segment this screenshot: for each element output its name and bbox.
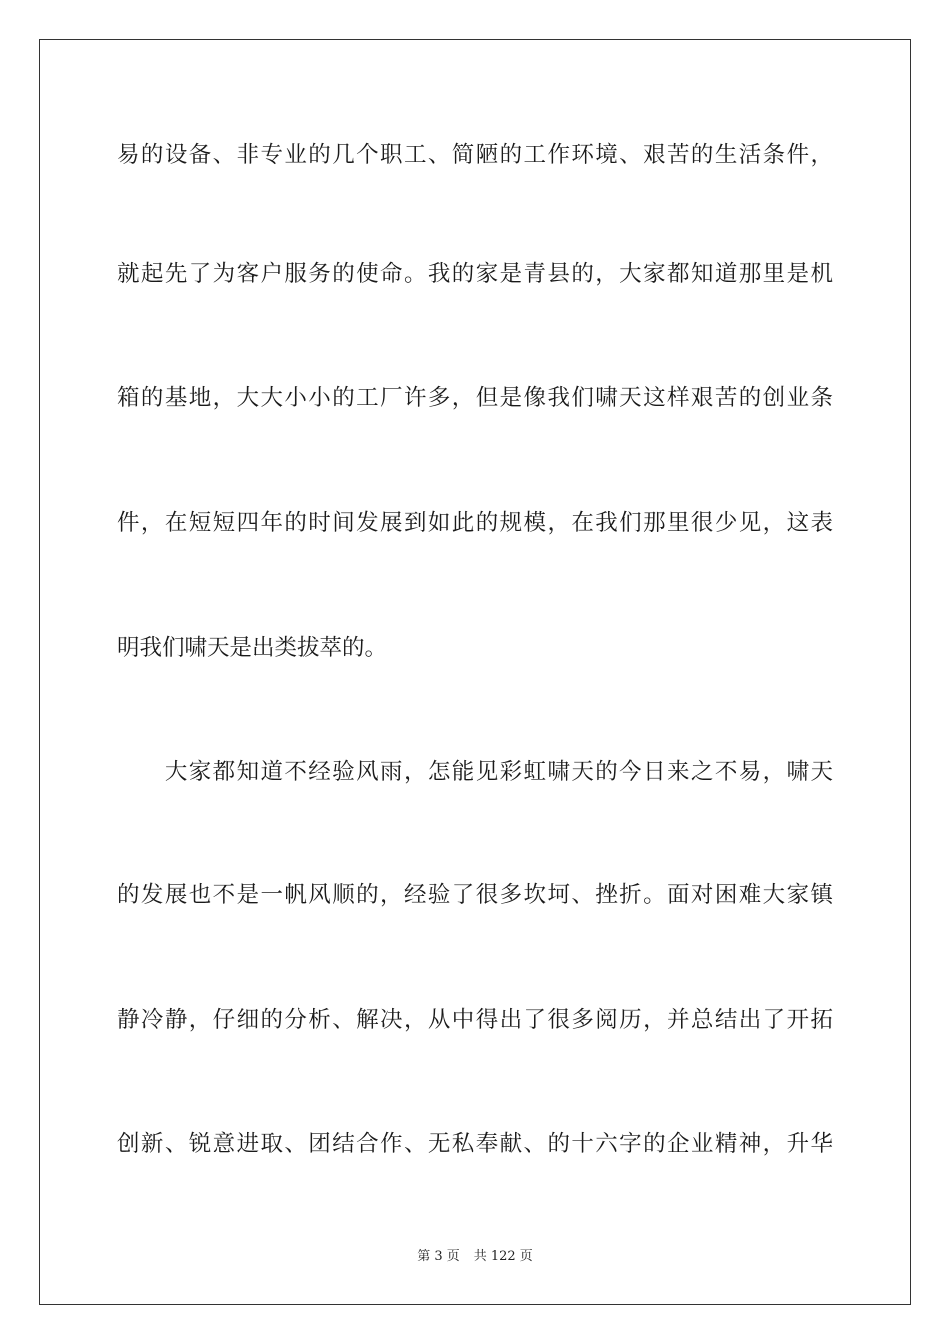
page-number: 第 3 页 <box>417 1249 460 1264</box>
page-border <box>39 39 911 1305</box>
paragraph-line: 件，在短短四年的时间发展到如此的规模，在我们那里很少见，这表 <box>117 510 833 536</box>
page-total: 共 122 页 <box>473 1249 533 1264</box>
paragraph-line: 就起先了为客户服务的使命。我的家是青县的，大家都知道那里是机 <box>117 261 833 287</box>
paragraph-line: 创新、锐意进取、团结合作、无私奉献、的十六字的企业精神，升华 <box>117 1131 833 1157</box>
paragraph-line: 明我们啸天是出类拔萃的。 <box>117 635 388 661</box>
paragraph-line: 的发展也不是一帆风顺的，经验了很多坎坷、挫折。面对困难大家镇 <box>117 882 833 908</box>
paragraph-line: 大家都知道不经验风雨，怎能见彩虹啸天的今日来之不易，啸天 <box>117 759 833 785</box>
paragraph-line: 静冷静，仔细的分析、解决，从中得出了很多阅历，并总结出了开拓 <box>117 1007 833 1033</box>
paragraph-line: 易的设备、非专业的几个职工、简陋的工作环境、艰苦的生活条件， <box>117 142 833 168</box>
paragraph-line: 箱的基地，大大小小的工厂许多，但是像我们啸天这样艰苦的创业条 <box>117 385 833 411</box>
page-footer <box>0 1248 950 1266</box>
